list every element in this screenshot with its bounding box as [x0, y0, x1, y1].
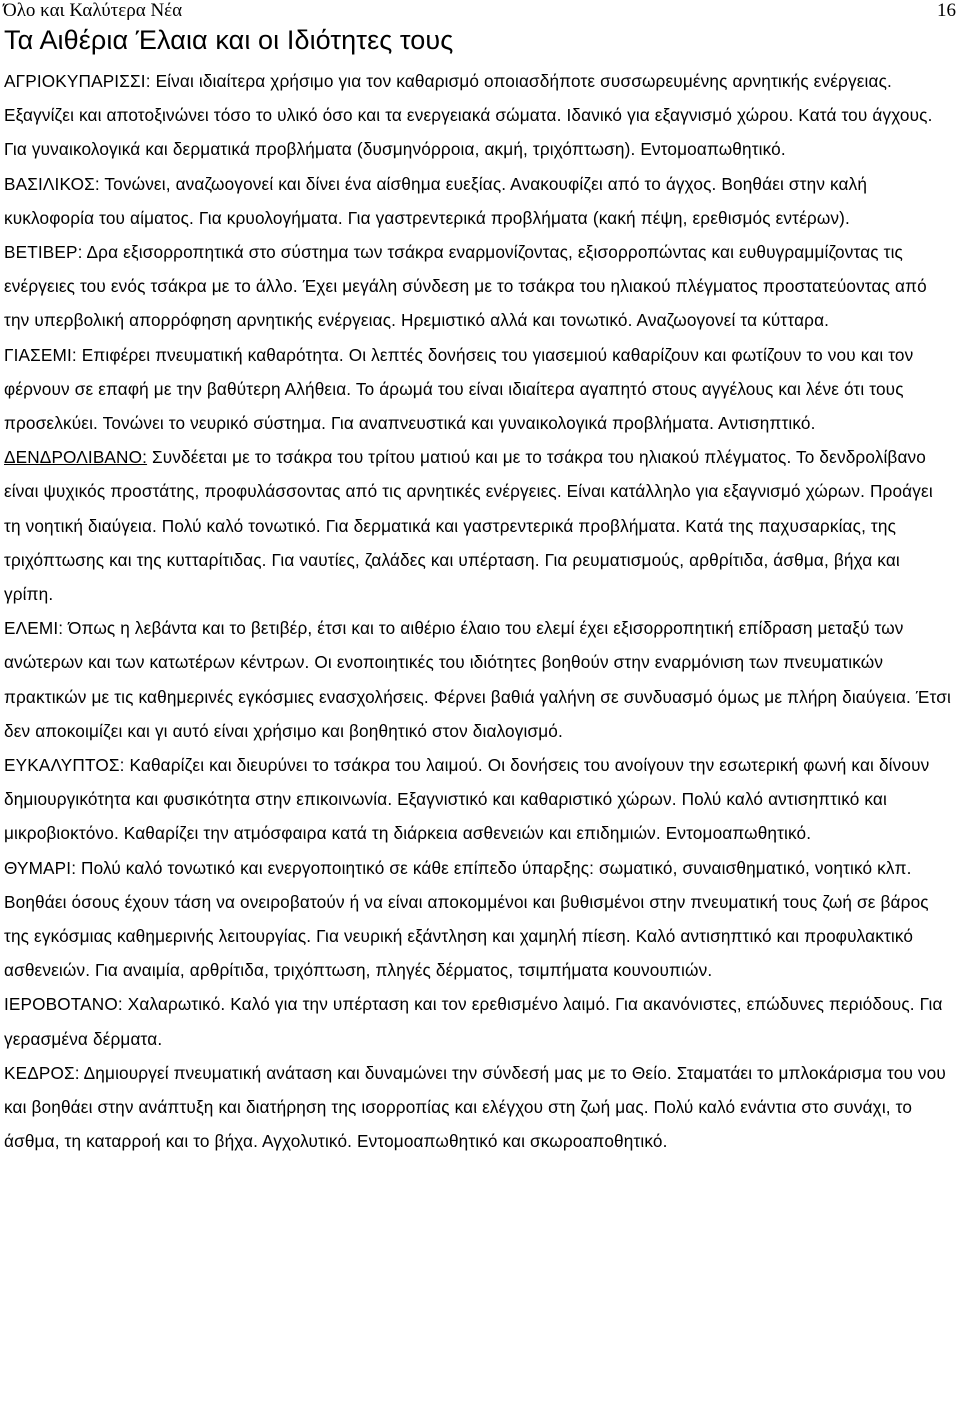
- entry-name: ΙΕΡΟΒΟΤΑΝΟ:: [4, 994, 123, 1015]
- entry-text: Δρα εξισορροπητικά στο σύστημα των τσάκρα εναρμονίζοντας, εξισορροπώντας και ευθυγραμμίζοντας τις ενέργειες του ενός τσάκρα με το άλλο. Έχει μεγάλη σύνδεση με το τσάκρα του ηλιακού πλέγματος προστατεύοντας από την υπερβολική απορρόφηση αρνητικής ενέργειας. Ηρεμιστικό αλλά και τονωτικό. Αναζωογονεί τα κύτταρα.: [4, 242, 927, 331]
- article-body: [4, 64, 954, 1159]
- page-number: 16: [937, 0, 956, 21]
- entry-elemi: [4, 611, 954, 748]
- entry-name: ΑΓΡΙΟΚΥΠΑΡΙΣΣΙ:: [4, 71, 151, 91]
- entry-eukalyptos: [4, 748, 954, 851]
- newsletter-title: Όλο και Καλύτερα Νέα: [3, 0, 183, 21]
- entry-text: Πολύ καλό τονωτικό και ενεργοποιητικό σε κάθε επίπεδο ύπαρξης: σωματικό, συναισθηματικό, νοητικό κλπ. Βοηθάει όσους έχουν τάση να ονειροβατούν ή να είναι αποκομμένοι και βυθισμένοι στην πνευματική τους ζωή σε βάρος της εγκόσμιας καθημερινής λειτουργίας. Για νευρική εξάντληση και χαμηλή πίεση. Καλό αντισηπτικό και προφυλακτικό ασθενειών. Για αναιμία, αρθρίτιδα, τριχόπτωση, πληγές δέρματος, τσιμπήματα κουνουπιών.: [4, 857, 929, 981]
- entry-name: ΚΕΔΡΟΣ:: [4, 1062, 80, 1083]
- article-title: Τα Αιθέρια Έλαια και οι Ιδιότητες τους: [4, 25, 454, 55]
- entry-name: ΕΛΕΜΙ:: [4, 618, 64, 639]
- entry-text: Δημιουργεί πνευματική ανάταση και δυναμώνει την σύνδεσή μας με το Θείο. Σταματάει το μπλοκάρισμα του νου και βοηθάει στην ανάπτυξη και διατήρηση της ισορροπίας και ελέγχου στη ζωή μας. Πολύ καλό ενάντια στο συνάχι, το άσθμα, τη καταρροή και το βήχα. Αγχολυτικό. Εντομοαπωθητικό και σκωροαποθητικό.: [4, 1062, 946, 1152]
- entry-vasilikos: [4, 167, 954, 235]
- entry-kedros: [4, 1056, 954, 1159]
- entry-name: ΘΥΜΑΡΙ:: [4, 857, 77, 878]
- entry-text: Επιφέρει πνευματική καθαρότητα. Οι λεπτές δονήσεις του γιασεμιού καθαρίζουν και φωτίζουν το νου και τον φέρνουν σε επαφή με την βαθύτερη Αλήθεια. Το άρωμά του είναι ιδιαίτερα αγαπητό στους αγγέλους και λένε ότι τους προσελκύει. Τονώνει το νευρικό σύστημα. Για αναπνευστικά και γυναικολογικά προβλήματα. Αντισηπτικό.: [4, 344, 914, 434]
- entry-thymari: [4, 851, 954, 988]
- entry-giasemi: [4, 338, 954, 441]
- entry-name: ΒΕΤΙΒΕΡ:: [4, 242, 83, 263]
- entry-vetiver: [4, 235, 954, 338]
- entry-text: Καθαρίζει και διευρύνει το τσάκρα του λαιμού. Οι δονήσεις του ανοίγουν την εσωτερική φωνή και δίνουν δημιουργικότητα και φυσικότητα στην επικοινωνία. Εξαγνιστικό και καθαριστικό χώρων. Πολύ καλό αντισηπτικό και μικροβιοκτόνο. Καθαρίζει την ατμόσφαιρα κατά τη διάρκεια ασθενειών και επιδημιών. Εντομοαπωθητικό.: [4, 755, 930, 844]
- entry-name: ΒΑΣΙΛΙΚΟΣ:: [4, 173, 100, 194]
- entry-text: Είναι ιδιαίτερα χρήσιμο για τον καθαρισμό οποιασδήποτε συσσωρευμένης αρνητικής ενέργειας. Εξαγνίζει και αποτοξινώνει τόσο το υλικό όσο και τα ενεργειακά σώματα. Ιδανικό για εξαγνισμό χώρου. Κατά του άγχους. Για γυναικολογικά και δερματικά προβλήματα (δυσμηνόρροια, ακμή, τριχόπτωση). Εντομοαπωθητικό.: [4, 71, 933, 160]
- entry-dendrolivano: [4, 440, 954, 611]
- entry-ierovotano: [4, 987, 954, 1055]
- entry-text: Συνδέεται με το τσάκρα του τρίτου ματιού και με το τσάκρα του ηλιακού πλέγματος. Το δενδρολίβανο είναι ψυχικός προστάτης, προφυλάσσοντας από τις αρνητικές ενέργειες. Είναι κατάλληλο για εξαγνισμό χώρων. Προάγει τη νοητική διαύγεια. Πολύ καλό τονωτικό. Για δερματικά και γαστρεντερικά προβλήματα. Κατά της παχυσαρκίας, της τριχόπτωσης και της κυτταρίτιδας. Για ναυτίες, ζαλάδες και υπέρταση. Για ρευματισμούς, αρθρίτιδα, άσθμα, βήχα και γρίπη.: [4, 447, 933, 605]
- entry-name: ΓΙΑΣΕΜΙ:: [4, 344, 77, 365]
- entry-text: Χαλαρωτικό. Καλό για την υπέρταση και τον ερεθισμένο λαιμό. Για ακανόνιστες, επώδυνες περιόδους. Για γερασμένα δέρματα.: [4, 994, 943, 1049]
- entry-text: Όπως η λεβάντα και το βετιβέρ, έτσι και το αιθέριο έλαιο του ελεμί έχει εξισορροπητική επίδραση μεταξύ των ανώτερων και των κατωτέρων κέντρων. Οι ενοποιητικές του ιδιότητες βοηθούν στην εναρμόνιση των πνευματικών πρακτικών με τις καθημερινές εγκόσμιες ενασχολήσεις. Φέρνει βαθιά γαλήνη σε συνδυασμό όμως με πλήρη διαύγεια. Έτσι δεν αποκοιμίζει και γι αυτό είναι χρήσιμο και βοηθητικό στον διαλογισμό.: [4, 618, 951, 741]
- entry-text: Τονώνει, αναζωογονεί και δίνει ένα αίσθημα ευεξίας. Ανακουφίζει από το άγχος. Βοηθάει στην καλή κυκλοφορία του αίματος. Για κρυολογήματα. Για γαστρεντερικά προβλήματα (κακή πέψη, ερεθισμός εντέρων).: [4, 173, 868, 228]
- entry-agriokyparissi: [4, 64, 954, 167]
- entry-name: ΔΕΝΔΡΟΛΙΒΑΝΟ:: [4, 447, 148, 468]
- entry-name: ΕΥΚΑΛΥΠΤΟΣ:: [4, 755, 125, 776]
